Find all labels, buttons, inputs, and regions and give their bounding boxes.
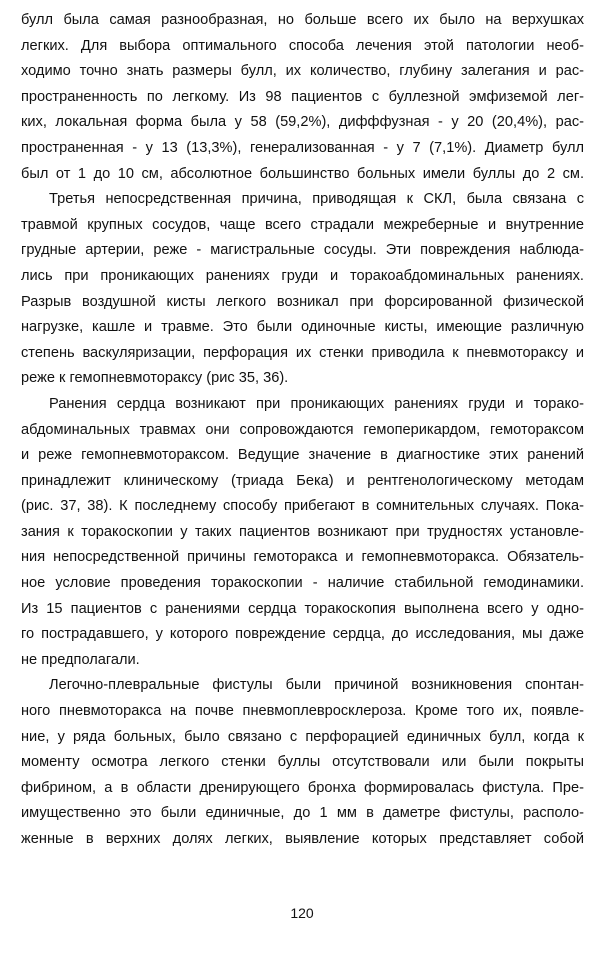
- text-line: го пострадавшего, у которого повреждение сердца, до исследования, мы даже: [21, 626, 584, 643]
- text-line: женные в верхних долях легких, выявление которых представляет собой: [21, 831, 584, 847]
- paragraph-heart-wounds: [21, 392, 584, 674]
- text-line: пространенность по легкому. Из 98 пациентов с буллезной эмфиземой лег-: [21, 88, 584, 105]
- paragraph-vessel-trauma: [21, 187, 584, 392]
- text-line: ходимо точно знать размеры булл, их количество, глубину залегания и рас-: [21, 63, 584, 80]
- text-line: абдоминальных травмах они сопровождаются гемоперикардом, гемотораксом: [21, 421, 584, 438]
- text-line: ких, локальная форма была у 58 (59,2%), дифффузная - у 20 (20,4%), рас-: [21, 114, 584, 131]
- text-line: Ранения сердца возникают при проникающих ранениях груди и торако-: [49, 395, 584, 412]
- text-line: грудные артерии, реже - магистральные сосуды. Эти повреждения наблюда-: [21, 242, 584, 259]
- text-line: был от 1 до 10 см, абсолютное большинство больных имели буллы до 2 см.: [21, 165, 584, 182]
- text-line: ние, у ряда больных, было связано с перфорацией единичных булл, когда к: [21, 728, 584, 745]
- text-line: лись при проникающих ранениях груди и торакоабдоминальных ранениях.: [21, 267, 584, 284]
- text-line: Разрыв воздушной кисты легкого возникал при форсированной физической: [21, 293, 584, 310]
- text-line: фибрином, а в области дренирующего бронха формировалась фистула. Пре-: [21, 779, 584, 796]
- text-line: имущественно это были единичные, до 1 мм в даметре фистулы, располо-: [21, 805, 584, 822]
- text-line: легких. Для выбора оптимального способа лечения этой патологии необ-: [21, 37, 584, 54]
- text-line: принадлежит клиническому (триада Бека) и рентгенологическому методам: [21, 472, 584, 489]
- text-line: степень васкуляризации, перфорация их стенки приводила к пневмотораксу и: [21, 344, 584, 361]
- text-line: Легочно-плевральные фистулы были причиной возникновения спонтан-: [49, 677, 584, 694]
- text-line: моменту осмотра легкого стенки буллы отсутствовали или были покрыты: [21, 754, 584, 771]
- text-line: (рис. 37, 38). К последнему способу прибегают в сомнительных случаях. Пока-: [21, 498, 584, 515]
- text-line: нагрузке, кашле и травме. Это были одиночные кисты, имеющие различную: [21, 319, 584, 336]
- text-line: булл была самая разнообразная, но больше всего их было на верхушках: [21, 12, 584, 28]
- text-line: реже к гемопневмотораксу (рис 35, 36).: [21, 370, 289, 387]
- text-line: зания к торакоскопии у таких пациентов возникают при трудностях установле-: [21, 523, 584, 540]
- paragraph-fistulas: [21, 673, 584, 852]
- paragraph-bullae: [21, 8, 584, 187]
- text-line: ного пневмоторакса на почве пневмоплевросклероза. Кроме того их, появле-: [21, 703, 584, 720]
- page-number: 120: [290, 905, 314, 921]
- text-line: не предполагали.: [21, 651, 140, 668]
- text-line: пространенная - у 13 (13,3%), генерализованная - у 7 (7,1%). Диаметр булл: [21, 139, 584, 156]
- text-line: и реже гемопневмотораксом. Ведущие значение в диагностике этих ранений: [21, 447, 584, 464]
- text-line: Из 15 пациентов с ранениями сердца торакоскопия выполнена всего у одно-: [21, 600, 584, 617]
- text-line: ния непосредственной причины гемоторакса и гемопневмоторакса. Обязатель-: [21, 549, 584, 566]
- text-line: ное условие проведения торакоскопии - наличие стабильной гемодинамики.: [21, 575, 584, 592]
- text-line: Третья непосредственная причина, приводящая к СКЛ, была связана с: [49, 191, 584, 208]
- text-line: травмой крупных сосудов, чаще всего страдали межреберные и внутренние: [21, 216, 584, 233]
